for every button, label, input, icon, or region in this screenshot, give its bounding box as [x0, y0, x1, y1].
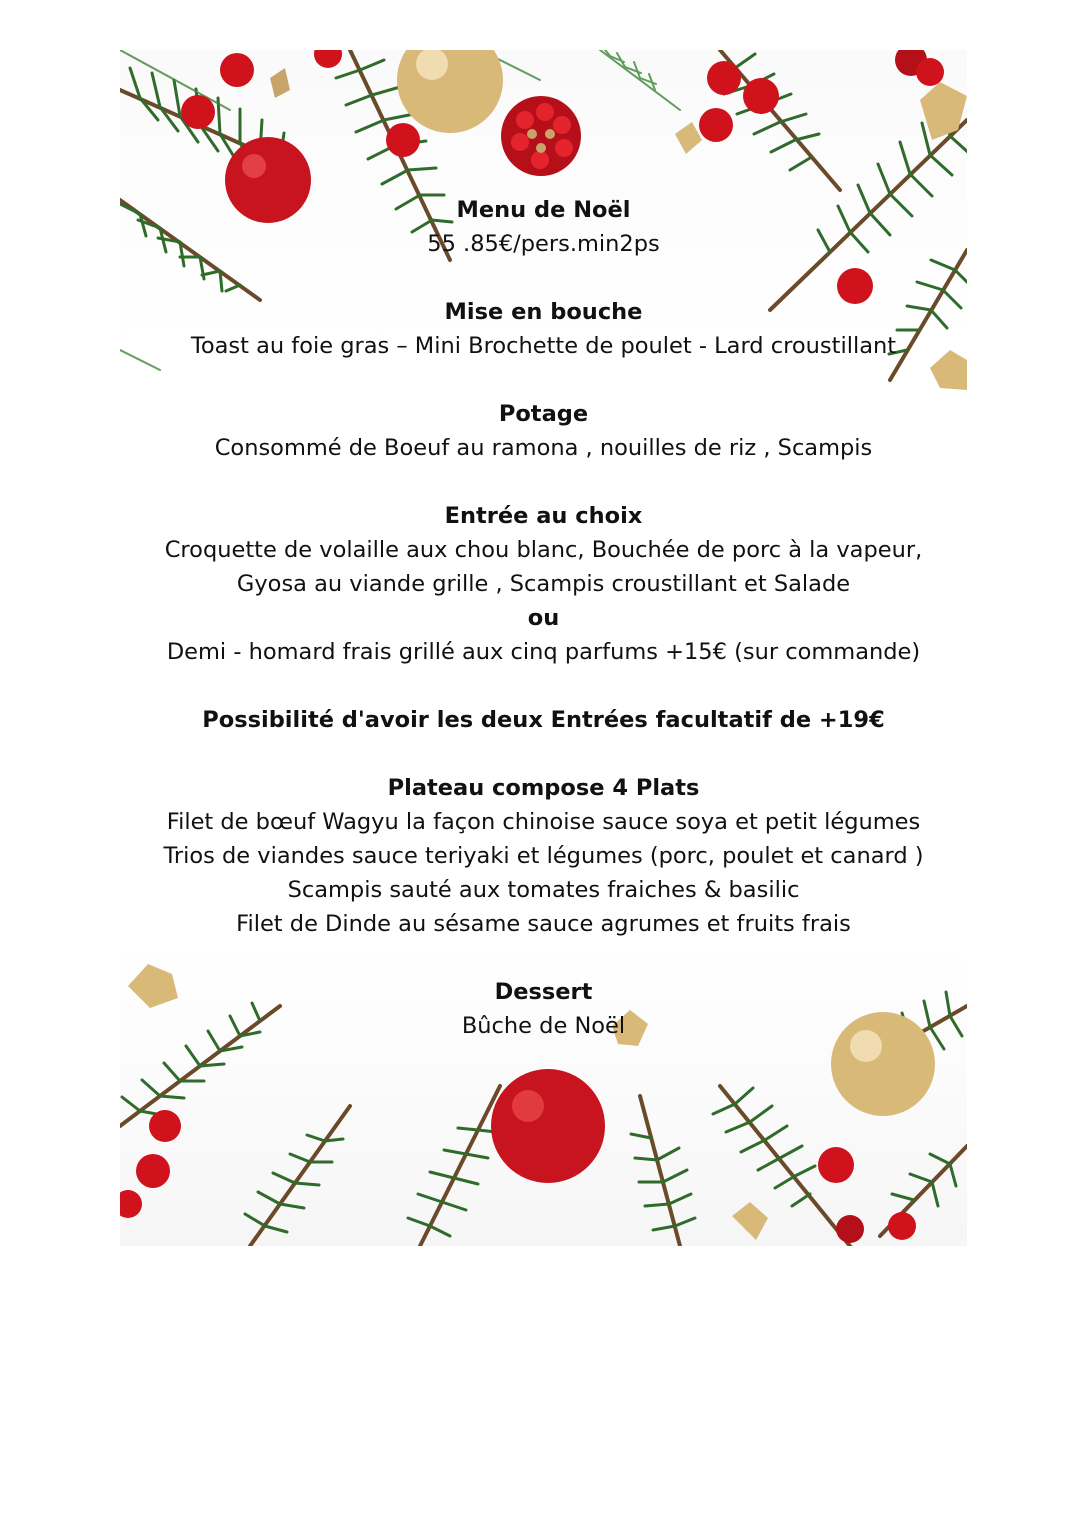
section-heading-potage: Potage	[498, 401, 589, 427]
menu-title: Menu de Noël	[456, 197, 631, 223]
menu-item: Toast au foie gras – Mini Brochette de poulet - Lard croustillant	[190, 333, 897, 359]
menu-item: Gyosa au viande grille , Scampis croustillant et Salade	[236, 571, 851, 597]
menu-item: Croquette de volaille aux chou blanc, Bouchée de porc à la vapeur,	[164, 537, 923, 563]
menu-content	[120, 193, 967, 1043]
menu-item: Bûche de Noël	[461, 1013, 626, 1039]
menu-item: Filet de Dinde au sésame sauce agrumes et fruits frais	[236, 911, 851, 937]
menu-item: Consommé de Boeuf au ramona , nouilles de riz , Scampis	[214, 435, 873, 461]
section-heading-plateau: Plateau compose 4 Plats	[387, 775, 700, 801]
entree-or: ou	[527, 605, 560, 631]
section-heading-mise-en-bouche: Mise en bouche	[444, 299, 643, 325]
menu-card	[120, 50, 967, 1246]
menu-item: Filet de bœuf Wagyu la façon chinoise sauce soya et petit légumes	[166, 809, 921, 835]
menu-price: 55 .85€/pers.min2ps	[427, 231, 660, 257]
section-heading-entree: Entrée au choix	[444, 503, 643, 529]
menu-item: Scampis sauté aux tomates fraiches & basilic	[287, 877, 800, 903]
section-heading-dessert: Dessert	[494, 979, 593, 1005]
menu-item-alternative: Demi - homard frais grillé aux cinq parfums +15€ (sur commande)	[166, 639, 921, 665]
entree-option-note: Possibilité d'avoir les deux Entrées facultatif de +19€	[202, 707, 885, 733]
menu-item: Trios de viandes sauce teriyaki et légumes (porc, poulet et canard )	[163, 843, 924, 869]
